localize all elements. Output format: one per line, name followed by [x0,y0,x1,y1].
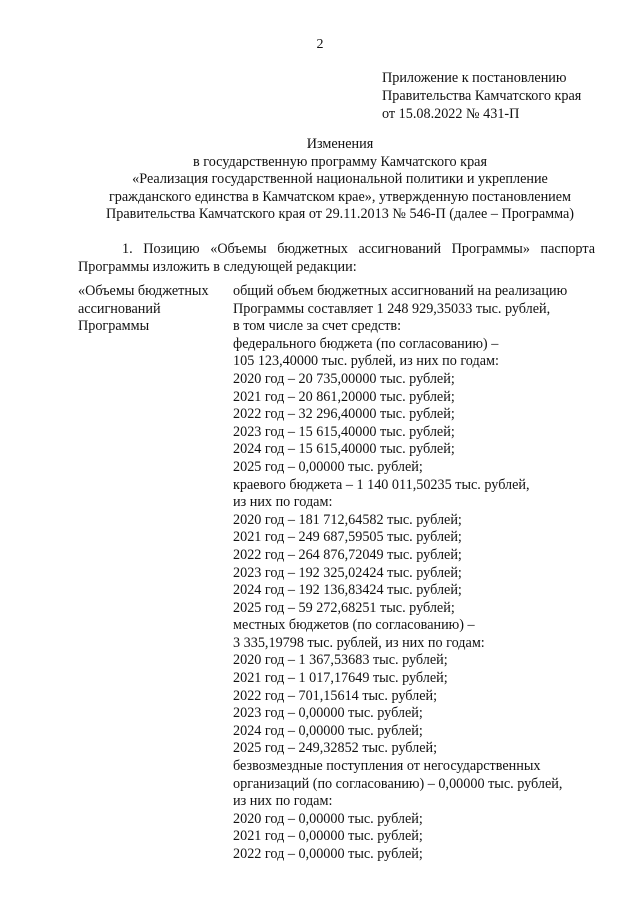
budget-line: 2020 год – 181 712,64582 тыс. рублей; [233,511,462,528]
budget-line: 2023 год – 0,00000 тыс. рублей; [233,705,423,722]
budget-line: 2025 год – 0,00000 тыс. рублей; [233,458,423,475]
position-value-cell [233,283,603,864]
budget-line: 2021 год – 20 861,20000 тыс. рублей; [233,388,455,405]
title-line: в государственную программу Камчатского края [193,153,487,170]
title-line: Правительства Камчатского края от 29.11.2013 № 546-П (далее – Программа) [106,206,574,222]
budget-line: 2021 год – 1 017,17649 тыс. рублей; [233,670,448,687]
budget-line: 2024 год – 0,00000 тыс. рублей; [233,722,423,739]
budget-line: 2022 год – 0,00000 тыс. рублей; [233,846,423,862]
budget-line: 2024 год – 192 136,83424 тыс. рублей; [233,582,462,599]
budget-line: из них по годам: [233,494,333,511]
appendix-line: от 15.08.2022 № 431-П [382,106,520,122]
intro-paragraph [78,241,595,276]
budget-line: безвозмездные поступления от негосударственных [233,758,541,775]
appendix-block [382,69,581,123]
budget-line: 2020 год – 20 735,00000 тыс. рублей; [233,370,455,387]
budget-line: 2023 год – 192 325,02424 тыс. рублей; [233,564,462,581]
budget-line: краевого бюджета – 1 140 011,50235 тыс. рублей, [233,476,530,493]
budget-line: 2020 год – 1 367,53683 тыс. рублей; [233,652,448,669]
budget-line: 2025 год – 249,32852 тыс. рублей; [233,740,438,757]
position-name-line: ассигнований [78,300,161,317]
title-line: гражданского единства в Камчатском крае», утвержденную постановлением [108,188,572,205]
budget-line: 2023 год – 15 615,40000 тыс. рублей; [233,423,455,440]
budget-line: 3 335,19798 тыс. рублей, из них по годам: [233,634,485,651]
budget-line: 2020 год – 0,00000 тыс. рублей; [233,810,423,827]
position-name-cell [78,283,228,336]
document-title [60,136,620,224]
appendix-line: Приложение к постановлению [382,70,567,86]
budget-line: 2024 год – 15 615,40000 тыс. рублей; [233,441,455,458]
title-line: Изменения [306,136,374,152]
budget-line: 105 123,40000 тыс. рублей, из них по годам: [233,353,499,370]
position-name-line: Программы [78,318,150,335]
budget-line: 2021 год – 0,00000 тыс. рублей; [233,828,423,845]
position-name-line: «Объемы бюджетных [78,283,209,299]
budget-line: из них по годам: [233,793,333,810]
budget-line: 2022 год – 264 876,72049 тыс. рублей; [233,546,462,563]
budget-line: 2022 год – 701,15614 тыс. рублей; [233,687,438,704]
budget-line: общий объем бюджетных ассигнований на реализацию [233,283,568,299]
paragraph-line: Программы изложить в следующей редакции: [78,258,357,275]
budget-line: 2022 год – 32 296,40000 тыс. рублей; [233,406,455,423]
title-line: «Реализация государственной национальной политики и укрепление [132,171,548,187]
budget-line: 2025 год – 59 272,68251 тыс. рублей; [233,599,455,616]
budget-line: местных бюджетов (по согласованию) – [233,617,475,634]
paragraph-line: 1. Позицию «Объемы бюджетных ассигнований Программы» паспорта [122,241,595,257]
budget-line: организаций (по согласованию) – 0,00000 тыс. рублей, [233,775,563,792]
appendix-line: Правительства Камчатского края [382,88,582,104]
budget-line: в том числе за счет средств: [233,318,402,335]
budget-line: Программы составляет 1 248 929,35033 тыс. рублей, [233,300,551,317]
budget-line: 2021 год – 249 687,59505 тыс. рублей; [233,529,462,546]
page-number: 2 [316,37,324,52]
budget-line: федерального бюджета (по согласованию) – [233,335,499,352]
